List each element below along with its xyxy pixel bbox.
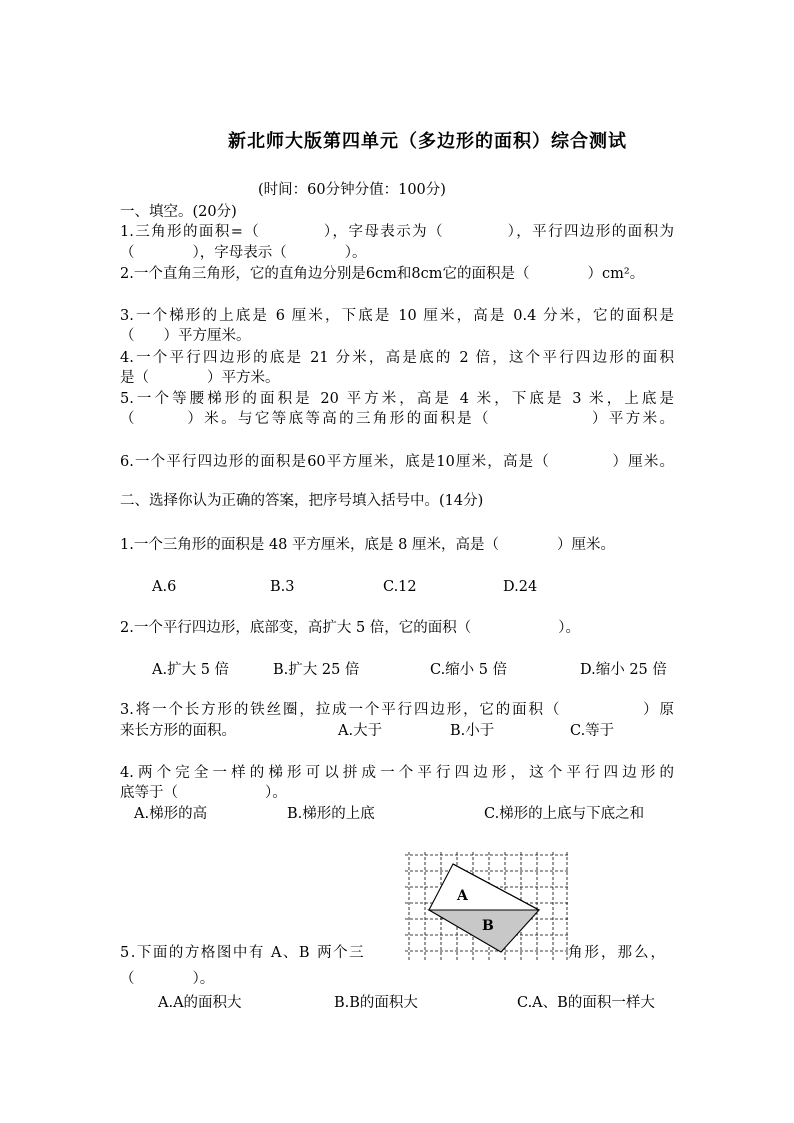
s2-q5-right: 角形，那么， bbox=[568, 945, 667, 961]
option-a: A.6 bbox=[152, 579, 177, 595]
s2-q2: 2.一个平行四边形，底部变，高扩大 5 倍，它的面积（ ）。 bbox=[120, 620, 581, 636]
option-b: B.3 bbox=[270, 579, 295, 595]
option-b: B.B的面积大 bbox=[334, 995, 418, 1011]
option-c: C.A、B的面积一样大 bbox=[517, 995, 655, 1011]
option-c: C.12 bbox=[383, 579, 417, 595]
option-d: D.24 bbox=[503, 579, 538, 595]
option-c: C.缩小 5 倍 bbox=[430, 662, 508, 678]
s1-q5-line1: 5.一个等腰梯形的面积是 20 平方米，高是 4 米，下底是 3 米，上底是 bbox=[120, 391, 674, 407]
s1-q5-line2: （ ）米。与它等底等高的三角形的面积是（ ）平方米。 bbox=[120, 411, 674, 427]
s1-q1-line2: （ ），字母表示（ ）。 bbox=[120, 245, 367, 261]
s1-q3-line2: （ ）平方厘米。 bbox=[120, 328, 251, 344]
option-a: A.扩大 5 倍 bbox=[152, 662, 230, 678]
option-b: B.小于 bbox=[450, 723, 495, 739]
section2-heading: 二、选择你认为正确的答案，把序号填入括号中。(14分) bbox=[120, 493, 484, 509]
option-d: D.缩小 25 倍 bbox=[580, 662, 667, 678]
option-a: A.梯形的高 bbox=[134, 806, 208, 822]
s2-q5-line2: （ ）。 bbox=[120, 971, 215, 987]
s1-q6: 6.一个平行四边形的面积是60平方厘米，底是10厘米，高是（ ）厘米。 bbox=[120, 454, 674, 470]
s2-q4-line1: 4.两个完全一样的梯形可以拼成一个平行四边形，这个平行四边形的 bbox=[120, 765, 674, 781]
s1-q2: 2.一个直角三角形，它的直角边分别是6cm和8cm它的面积是（ ）cm²。 bbox=[120, 266, 645, 282]
option-a: A.大于 bbox=[338, 723, 383, 739]
s1-q1-line1: 1.三角形的面积=（ ），字母表示为（ ），平行四边形的面积为 bbox=[120, 224, 674, 240]
s2-q5-left: 5.下面的方格图中有 A、B 两个三 bbox=[120, 945, 366, 961]
option-b: B.扩大 25 倍 bbox=[273, 662, 360, 678]
s2-q4-line2: 底等于（ ）。 bbox=[120, 785, 287, 801]
label-a: A bbox=[457, 888, 468, 904]
subtitle-time-score: (时间：60分钟分值：100分) bbox=[258, 182, 446, 198]
s1-q4-line1: 4.一个平行四边形的底是 21 分米，高是底的 2 倍，这个平行四边形的面积 bbox=[120, 350, 674, 366]
option-c: C.等于 bbox=[570, 723, 615, 739]
s1-q4-line2: 是（ ）平方米。 bbox=[120, 370, 280, 386]
label-b: B bbox=[482, 918, 494, 934]
grid-figure bbox=[405, 852, 568, 962]
s2-q3-line1: 3.将一个长方形的铁丝圈，拉成一个平行四边形，它的面积（ ）原 bbox=[120, 702, 674, 718]
s1-q3-line1: 3.一个梯形的上底是 6 厘米，下底是 10 厘米，高是 0.4 分米，它的面积是 bbox=[120, 308, 674, 324]
option-a: A.A的面积大 bbox=[158, 995, 242, 1011]
s2-q3-line2-text: 来长方形的面积。 bbox=[120, 723, 236, 739]
option-c: C.梯形的上底与下底之和 bbox=[484, 806, 645, 822]
page-title: 新北师大版第四单元（多边形的面积）综合测试 bbox=[228, 131, 627, 152]
option-b: B.梯形的上底 bbox=[287, 806, 375, 822]
section1-heading: 一、填空。(20分) bbox=[120, 204, 237, 220]
s2-q1: 1.一个三角形的面积是 48 平方厘米，底是 8 厘米，高是（ ）厘米。 bbox=[120, 537, 615, 553]
